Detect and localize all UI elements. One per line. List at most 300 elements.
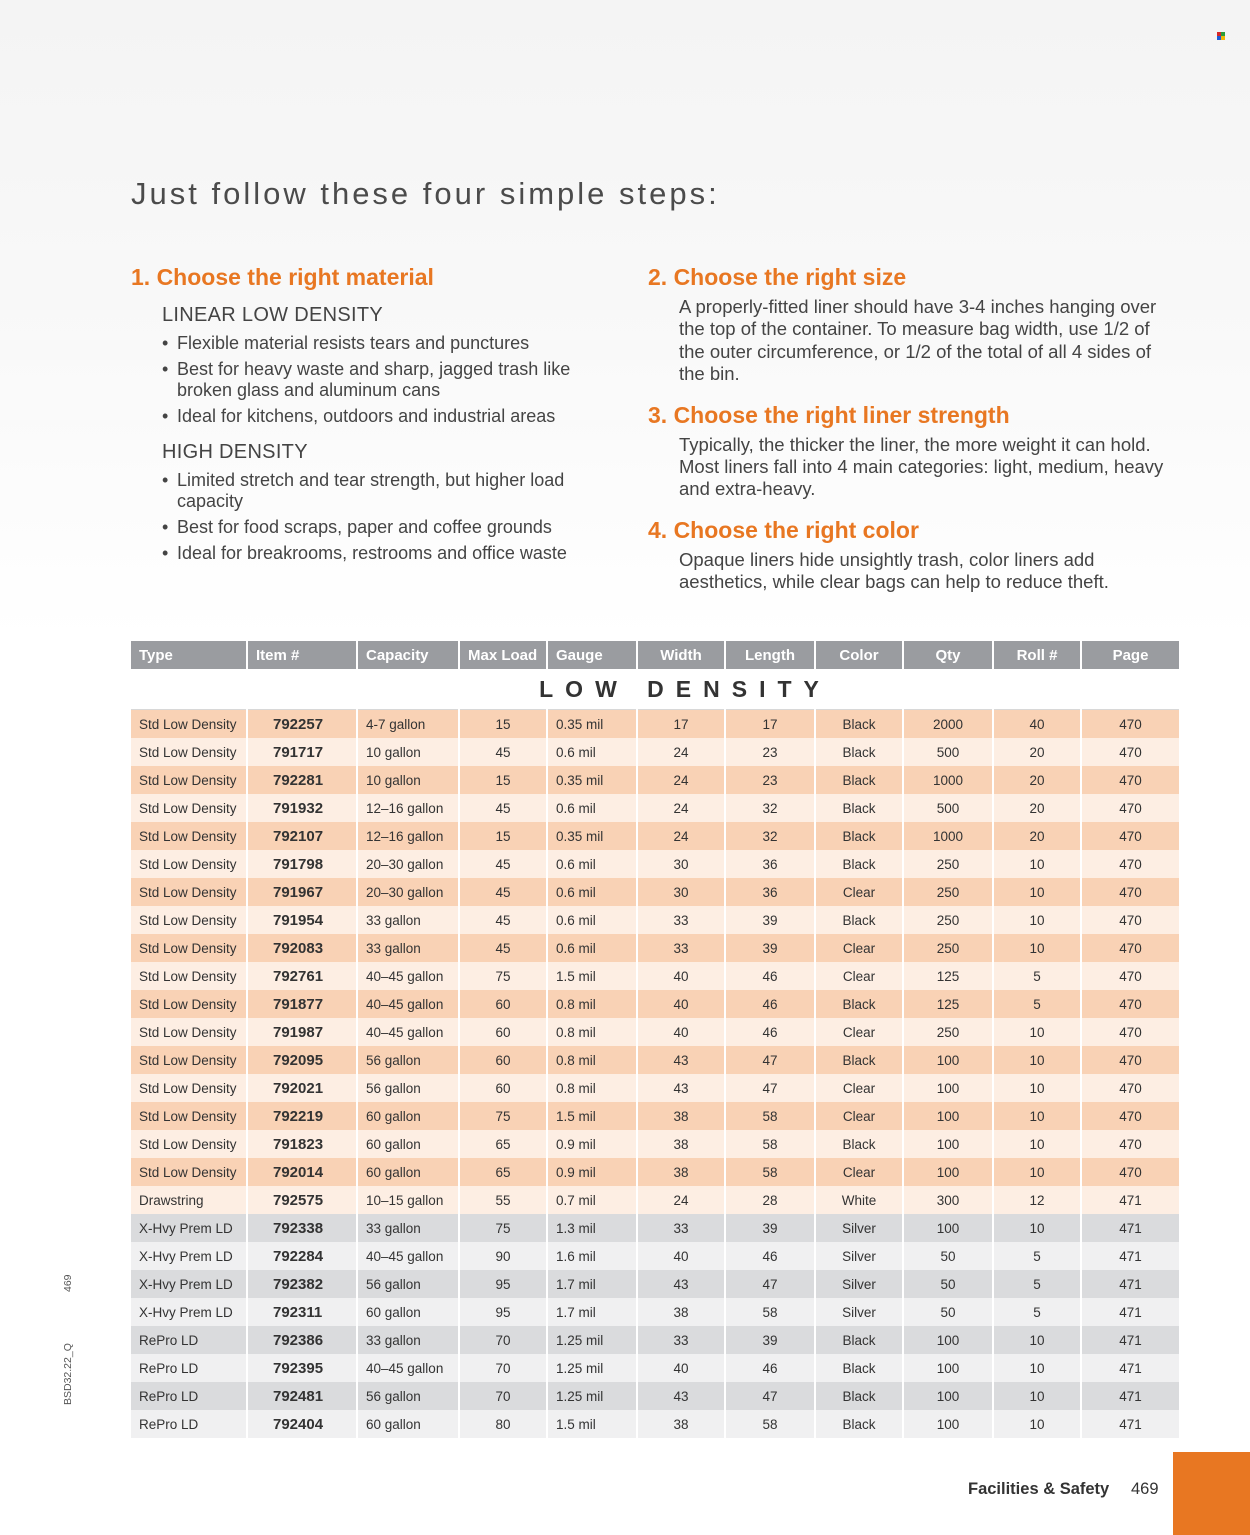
table-cell: 1000 bbox=[903, 822, 993, 850]
table-cell: 24 bbox=[637, 794, 725, 822]
table-cell: 470 bbox=[1081, 990, 1180, 1018]
column-header: Item # bbox=[247, 641, 357, 669]
table-cell: 90 bbox=[459, 1242, 547, 1270]
table-cell: 0.6 mil bbox=[547, 850, 637, 878]
table-cell: 792281 bbox=[247, 766, 357, 794]
table-cell: 1.7 mil bbox=[547, 1270, 637, 1298]
table-row bbox=[131, 1242, 1180, 1270]
table-row bbox=[131, 850, 1180, 878]
table-row bbox=[131, 1214, 1180, 1242]
table-cell: 23 bbox=[725, 738, 815, 766]
table-cell: 46 bbox=[725, 1242, 815, 1270]
table-cell: 500 bbox=[903, 738, 993, 766]
table-cell: 1.25 mil bbox=[547, 1326, 637, 1354]
step-heading: 2. Choose the right size bbox=[648, 264, 907, 290]
table-cell: 75 bbox=[459, 1214, 547, 1242]
table-cell: 60 bbox=[459, 1046, 547, 1074]
table-cell: 0.6 mil bbox=[547, 878, 637, 906]
table-cell: 58 bbox=[725, 1130, 815, 1158]
table-cell: 50 bbox=[903, 1242, 993, 1270]
table-row bbox=[131, 822, 1180, 850]
table-cell: 10 bbox=[993, 1214, 1081, 1242]
table-cell: 792311 bbox=[247, 1298, 357, 1326]
table-cell: 45 bbox=[459, 934, 547, 962]
table-cell: 40 bbox=[993, 710, 1081, 739]
table-cell: 23 bbox=[725, 766, 815, 794]
table-cell: 791877 bbox=[247, 990, 357, 1018]
table-cell: 470 bbox=[1081, 934, 1180, 962]
table-cell: 791954 bbox=[247, 906, 357, 934]
table-cell: 792219 bbox=[247, 1102, 357, 1130]
table-cell: Black bbox=[815, 1046, 903, 1074]
table-cell: 10 gallon bbox=[357, 738, 459, 766]
table-cell: 24 bbox=[637, 1186, 725, 1214]
step-text: Opaque liners hide unsightly trash, color liners add aesthetics, while clear bags can help to reduce theft. bbox=[679, 548, 1109, 593]
table-cell: Std Low Density bbox=[131, 822, 247, 850]
table-row bbox=[131, 1270, 1180, 1298]
table-cell: 100 bbox=[903, 1354, 993, 1382]
table-cell: 792014 bbox=[247, 1158, 357, 1186]
step-heading: 4. Choose the right color bbox=[648, 516, 919, 543]
table-cell: 0.9 mil bbox=[547, 1158, 637, 1186]
table-cell: 250 bbox=[903, 934, 993, 962]
table-cell: 470 bbox=[1081, 878, 1180, 906]
table-cell: 40–45 gallon bbox=[357, 1354, 459, 1382]
table-cell: Std Low Density bbox=[131, 1130, 247, 1158]
table-cell: 791823 bbox=[247, 1130, 357, 1158]
table-cell: 471 bbox=[1081, 1410, 1180, 1438]
table-cell: Std Low Density bbox=[131, 1102, 247, 1130]
column-header: Width bbox=[637, 641, 725, 669]
material-group-title: LINEAR LOW DENSITY bbox=[162, 304, 383, 326]
table-cell: Std Low Density bbox=[131, 1074, 247, 1102]
table-row bbox=[131, 1186, 1180, 1214]
table-cell: Black bbox=[815, 850, 903, 878]
table-cell: 60 gallon bbox=[357, 1410, 459, 1438]
table-cell: Drawstring bbox=[131, 1186, 247, 1214]
table-cell: 10 bbox=[993, 850, 1081, 878]
table-cell: 471 bbox=[1081, 1354, 1180, 1382]
table-cell: 15 bbox=[459, 766, 547, 794]
bullet-item: • Ideal for kitchens, outdoors and industrial areas bbox=[162, 406, 611, 427]
table-cell: 65 bbox=[459, 1158, 547, 1186]
table-cell: 791932 bbox=[247, 794, 357, 822]
column-header: Type bbox=[131, 641, 247, 669]
material-group-title: HIGH DENSITY bbox=[162, 441, 308, 463]
table-cell: 792575 bbox=[247, 1186, 357, 1214]
table-cell: 58 bbox=[725, 1410, 815, 1438]
table-cell: 1.7 mil bbox=[547, 1298, 637, 1326]
table-cell: 50 bbox=[903, 1270, 993, 1298]
step-color-section bbox=[648, 515, 1168, 594]
table-cell: White bbox=[815, 1186, 903, 1214]
table-cell: 56 gallon bbox=[357, 1270, 459, 1298]
table-cell: 10 bbox=[993, 1130, 1081, 1158]
table-cell: 470 bbox=[1081, 710, 1180, 739]
table-cell: 24 bbox=[637, 738, 725, 766]
table-cell: Std Low Density bbox=[131, 766, 247, 794]
table-cell: 39 bbox=[725, 934, 815, 962]
column-header: Length bbox=[725, 641, 815, 669]
table-cell: 5 bbox=[993, 1298, 1081, 1326]
footer-page-number: 469 bbox=[1131, 1480, 1159, 1498]
material-bullet-list bbox=[162, 333, 611, 427]
table-row bbox=[131, 1354, 1180, 1382]
table-cell: 17 bbox=[725, 710, 815, 739]
table-cell: Clear bbox=[815, 1158, 903, 1186]
table-cell: 70 bbox=[459, 1354, 547, 1382]
table-cell: 10–15 gallon bbox=[357, 1186, 459, 1214]
table-cell: 58 bbox=[725, 1298, 815, 1326]
table-cell: Std Low Density bbox=[131, 710, 247, 739]
table-cell: 17 bbox=[637, 710, 725, 739]
table-cell: 43 bbox=[637, 1046, 725, 1074]
table-row bbox=[131, 990, 1180, 1018]
table-cell: Clear bbox=[815, 1074, 903, 1102]
table-cell: 36 bbox=[725, 878, 815, 906]
table-cell: 1.3 mil bbox=[547, 1214, 637, 1242]
table-cell: 58 bbox=[725, 1158, 815, 1186]
table-cell: 791717 bbox=[247, 738, 357, 766]
table-cell: 1.6 mil bbox=[547, 1242, 637, 1270]
table-cell: 0.6 mil bbox=[547, 738, 637, 766]
table-cell: 1.5 mil bbox=[547, 962, 637, 990]
table-cell: 470 bbox=[1081, 906, 1180, 934]
table-cell: RePro LD bbox=[131, 1382, 247, 1410]
table-cell: 47 bbox=[725, 1046, 815, 1074]
table-cell: 471 bbox=[1081, 1382, 1180, 1410]
table-cell: 15 bbox=[459, 710, 547, 739]
table-row bbox=[131, 1018, 1180, 1046]
table-cell: 470 bbox=[1081, 1074, 1180, 1102]
table-cell: 38 bbox=[637, 1102, 725, 1130]
table-cell: 24 bbox=[637, 822, 725, 850]
table-cell: Black bbox=[815, 710, 903, 739]
table-cell: 38 bbox=[637, 1130, 725, 1158]
table-cell: 10 bbox=[993, 1046, 1081, 1074]
table-cell: Std Low Density bbox=[131, 906, 247, 934]
table-cell: 100 bbox=[903, 1074, 993, 1102]
table-cell: 32 bbox=[725, 822, 815, 850]
table-cell: 95 bbox=[459, 1270, 547, 1298]
table-cell: 470 bbox=[1081, 1130, 1180, 1158]
table-cell: 12–16 gallon bbox=[357, 822, 459, 850]
table-header-row bbox=[131, 641, 1180, 669]
table-cell: 45 bbox=[459, 906, 547, 934]
table-cell: 33 gallon bbox=[357, 1326, 459, 1354]
table-cell: 15 bbox=[459, 822, 547, 850]
table-cell: 75 bbox=[459, 1102, 547, 1130]
table-row bbox=[131, 1410, 1180, 1438]
table-cell: 470 bbox=[1081, 1158, 1180, 1186]
table-cell: 20 bbox=[993, 766, 1081, 794]
table-cell: 24 bbox=[637, 766, 725, 794]
table-cell: 43 bbox=[637, 1270, 725, 1298]
table-cell: 10 bbox=[993, 906, 1081, 934]
material-bullet-list bbox=[162, 470, 611, 564]
table-cell: 60 gallon bbox=[357, 1102, 459, 1130]
table-cell: 470 bbox=[1081, 794, 1180, 822]
table-cell: 470 bbox=[1081, 962, 1180, 990]
table-cell: 45 bbox=[459, 738, 547, 766]
table-cell: 47 bbox=[725, 1382, 815, 1410]
table-cell: 50 bbox=[903, 1298, 993, 1326]
table-row bbox=[131, 738, 1180, 766]
table-cell: Black bbox=[815, 766, 903, 794]
table-cell: 470 bbox=[1081, 850, 1180, 878]
table-cell: Black bbox=[815, 906, 903, 934]
table-cell: 791987 bbox=[247, 1018, 357, 1046]
table-row bbox=[131, 934, 1180, 962]
table-cell: Clear bbox=[815, 1018, 903, 1046]
table-cell: 39 bbox=[725, 1326, 815, 1354]
table-cell: Black bbox=[815, 1326, 903, 1354]
table-cell: 250 bbox=[903, 878, 993, 906]
table-cell: 46 bbox=[725, 962, 815, 990]
table-cell: 1.25 mil bbox=[547, 1382, 637, 1410]
column-header: Max Load bbox=[459, 641, 547, 669]
table-row bbox=[131, 766, 1180, 794]
corner-logo-icon bbox=[1217, 32, 1225, 40]
table-cell: 56 gallon bbox=[357, 1074, 459, 1102]
column-header: Roll # bbox=[993, 641, 1081, 669]
table-cell: 65 bbox=[459, 1130, 547, 1158]
table-cell: 33 bbox=[637, 1326, 725, 1354]
table-cell: 10 bbox=[993, 934, 1081, 962]
table-cell: 60 gallon bbox=[357, 1298, 459, 1326]
table-row bbox=[131, 1298, 1180, 1326]
table-cell: Std Low Density bbox=[131, 738, 247, 766]
table-cell: 40–45 gallon bbox=[357, 1018, 459, 1046]
step-material-section bbox=[131, 262, 611, 569]
table-cell: Std Low Density bbox=[131, 934, 247, 962]
table-cell: 40 bbox=[637, 1354, 725, 1382]
table-cell: 40–45 gallon bbox=[357, 1242, 459, 1270]
table-cell: 30 bbox=[637, 878, 725, 906]
table-cell: 1.5 mil bbox=[547, 1410, 637, 1438]
table-cell: 39 bbox=[725, 906, 815, 934]
table-row bbox=[131, 962, 1180, 990]
table-cell: Std Low Density bbox=[131, 1046, 247, 1074]
table-row bbox=[131, 878, 1180, 906]
table-cell: 40–45 gallon bbox=[357, 962, 459, 990]
table-cell: 2000 bbox=[903, 710, 993, 739]
table-cell: Clear bbox=[815, 1102, 903, 1130]
table-row bbox=[131, 1326, 1180, 1354]
table-cell: Black bbox=[815, 1382, 903, 1410]
table-cell: 10 bbox=[993, 1102, 1081, 1130]
column-header: Capacity bbox=[357, 641, 459, 669]
table-cell: 12–16 gallon bbox=[357, 794, 459, 822]
table-cell: 0.8 mil bbox=[547, 1018, 637, 1046]
table-cell: 5 bbox=[993, 962, 1081, 990]
step-size-section bbox=[648, 262, 1168, 386]
table-cell: Clear bbox=[815, 934, 903, 962]
table-cell: X-Hvy Prem LD bbox=[131, 1214, 247, 1242]
table-cell: 0.8 mil bbox=[547, 1046, 637, 1074]
table-row bbox=[131, 906, 1180, 934]
table-cell: 40 bbox=[637, 1242, 725, 1270]
table-cell: 792382 bbox=[247, 1270, 357, 1298]
table-cell: 47 bbox=[725, 1074, 815, 1102]
table-cell: Black bbox=[815, 822, 903, 850]
step-heading: 1. Choose the right material bbox=[131, 264, 434, 290]
bullet-item: • Ideal for breakrooms, restrooms and office waste bbox=[162, 543, 611, 564]
table-cell: 10 bbox=[993, 1382, 1081, 1410]
table-cell: 33 bbox=[637, 934, 725, 962]
table-cell: 5 bbox=[993, 1270, 1081, 1298]
table-cell: 45 bbox=[459, 850, 547, 878]
table-cell: 792021 bbox=[247, 1074, 357, 1102]
column-header: Qty bbox=[903, 641, 993, 669]
table-cell: RePro LD bbox=[131, 1326, 247, 1354]
table-cell: 500 bbox=[903, 794, 993, 822]
table-cell: 30 bbox=[637, 850, 725, 878]
table-cell: RePro LD bbox=[131, 1410, 247, 1438]
table-cell: Std Low Density bbox=[131, 878, 247, 906]
table-cell: 10 bbox=[993, 1410, 1081, 1438]
table-cell: 100 bbox=[903, 1410, 993, 1438]
table-row bbox=[131, 1046, 1180, 1074]
table-cell: 58 bbox=[725, 1102, 815, 1130]
table-cell: X-Hvy Prem LD bbox=[131, 1270, 247, 1298]
table-cell: 33 bbox=[637, 906, 725, 934]
table-cell: 100 bbox=[903, 1046, 993, 1074]
table-cell: 47 bbox=[725, 1270, 815, 1298]
table-cell: 10 bbox=[993, 878, 1081, 906]
table-cell: 39 bbox=[725, 1214, 815, 1242]
bullet-item: • Flexible material resists tears and punctures bbox=[162, 333, 611, 354]
table-cell: 10 bbox=[993, 1326, 1081, 1354]
table-cell: 60 gallon bbox=[357, 1158, 459, 1186]
column-header: Page bbox=[1081, 641, 1180, 669]
page-headline: Just follow these four simple steps: bbox=[131, 176, 720, 211]
table-cell: Silver bbox=[815, 1214, 903, 1242]
table-cell: 75 bbox=[459, 962, 547, 990]
table-cell: Black bbox=[815, 1410, 903, 1438]
page-tab-marker bbox=[1173, 1452, 1250, 1535]
table-cell: 100 bbox=[903, 1158, 993, 1186]
table-cell: 250 bbox=[903, 850, 993, 878]
side-page-number: 469 bbox=[62, 1274, 74, 1292]
table-cell: 0.35 mil bbox=[547, 710, 637, 739]
table-cell: Black bbox=[815, 738, 903, 766]
table-cell: 56 gallon bbox=[357, 1382, 459, 1410]
bullet-item: • Best for food scraps, paper and coffee grounds bbox=[162, 517, 611, 538]
table-cell: 792395 bbox=[247, 1354, 357, 1382]
table-cell: 471 bbox=[1081, 1242, 1180, 1270]
table-cell: 1.5 mil bbox=[547, 1102, 637, 1130]
table-cell: 0.35 mil bbox=[547, 766, 637, 794]
table-cell: 0.8 mil bbox=[547, 1074, 637, 1102]
table-cell: 100 bbox=[903, 1214, 993, 1242]
table-cell: 38 bbox=[637, 1298, 725, 1326]
table-cell: 80 bbox=[459, 1410, 547, 1438]
table-cell: 46 bbox=[725, 1018, 815, 1046]
section-title: LOW DENSITY bbox=[131, 669, 1180, 710]
table-cell: 10 gallon bbox=[357, 766, 459, 794]
table-row bbox=[131, 1102, 1180, 1130]
table-cell: 100 bbox=[903, 1326, 993, 1354]
table-cell: 0.6 mil bbox=[547, 934, 637, 962]
table-cell: 470 bbox=[1081, 822, 1180, 850]
table-cell: 0.6 mil bbox=[547, 906, 637, 934]
table-cell: 20 bbox=[993, 794, 1081, 822]
table-cell: 40 bbox=[637, 962, 725, 990]
table-cell: 20–30 gallon bbox=[357, 878, 459, 906]
table-cell: 792404 bbox=[247, 1410, 357, 1438]
table-cell: 70 bbox=[459, 1382, 547, 1410]
table-cell: Clear bbox=[815, 962, 903, 990]
table-cell: 43 bbox=[637, 1074, 725, 1102]
table-cell: Black bbox=[815, 794, 903, 822]
table-cell: 33 gallon bbox=[357, 906, 459, 934]
table-cell: 125 bbox=[903, 962, 993, 990]
table-cell: Std Low Density bbox=[131, 850, 247, 878]
table-row bbox=[131, 794, 1180, 822]
table-cell: 45 bbox=[459, 794, 547, 822]
table-cell: 60 bbox=[459, 1018, 547, 1046]
table-cell: 470 bbox=[1081, 1046, 1180, 1074]
table-cell: 470 bbox=[1081, 766, 1180, 794]
table-cell: 60 gallon bbox=[357, 1130, 459, 1158]
table-cell: Black bbox=[815, 1354, 903, 1382]
table-row bbox=[131, 710, 1180, 739]
table-cell: 792284 bbox=[247, 1242, 357, 1270]
table-cell: 33 gallon bbox=[357, 934, 459, 962]
table-cell: 100 bbox=[903, 1102, 993, 1130]
table-cell: Silver bbox=[815, 1242, 903, 1270]
table-cell: Std Low Density bbox=[131, 962, 247, 990]
table-cell: 36 bbox=[725, 850, 815, 878]
table-cell: 40 bbox=[637, 990, 725, 1018]
bullet-item: • Best for heavy waste and sharp, jagged trash like broken glass and aluminum cans bbox=[162, 359, 611, 401]
table-cell: 40–45 gallon bbox=[357, 990, 459, 1018]
steps-right-column bbox=[648, 262, 1168, 608]
table-cell: 792481 bbox=[247, 1382, 357, 1410]
table-cell: 100 bbox=[903, 1382, 993, 1410]
table-cell: Std Low Density bbox=[131, 1018, 247, 1046]
table-cell: 470 bbox=[1081, 738, 1180, 766]
product-table-container bbox=[131, 641, 1180, 1438]
table-cell: 471 bbox=[1081, 1214, 1180, 1242]
table-cell: 40 bbox=[637, 1018, 725, 1046]
table-cell: 470 bbox=[1081, 1102, 1180, 1130]
table-row bbox=[131, 1158, 1180, 1186]
table-cell: 56 gallon bbox=[357, 1046, 459, 1074]
table-cell: RePro LD bbox=[131, 1354, 247, 1382]
bullet-item: • Limited stretch and tear strength, but higher load capacity bbox=[162, 470, 611, 512]
table-row bbox=[131, 1074, 1180, 1102]
table-cell: 95 bbox=[459, 1298, 547, 1326]
table-section-row bbox=[131, 669, 1180, 710]
table-cell: 33 bbox=[637, 1214, 725, 1242]
table-cell: 471 bbox=[1081, 1270, 1180, 1298]
step-text: Typically, the thicker the liner, the more weight it can hold. Most liners fall into 4 main categories: light, medium, heavy and extra-heavy. bbox=[679, 433, 1164, 500]
table-cell: 12 bbox=[993, 1186, 1081, 1214]
table-cell: 70 bbox=[459, 1326, 547, 1354]
table-cell: 0.35 mil bbox=[547, 822, 637, 850]
table-cell: 471 bbox=[1081, 1326, 1180, 1354]
table-cell: 10 bbox=[993, 1018, 1081, 1046]
table-cell: Std Low Density bbox=[131, 794, 247, 822]
table-cell: 792257 bbox=[247, 710, 357, 739]
table-cell: 33 gallon bbox=[357, 1214, 459, 1242]
table-cell: 300 bbox=[903, 1186, 993, 1214]
table-cell: 0.6 mil bbox=[547, 794, 637, 822]
table-cell: X-Hvy Prem LD bbox=[131, 1242, 247, 1270]
table-cell: 43 bbox=[637, 1382, 725, 1410]
